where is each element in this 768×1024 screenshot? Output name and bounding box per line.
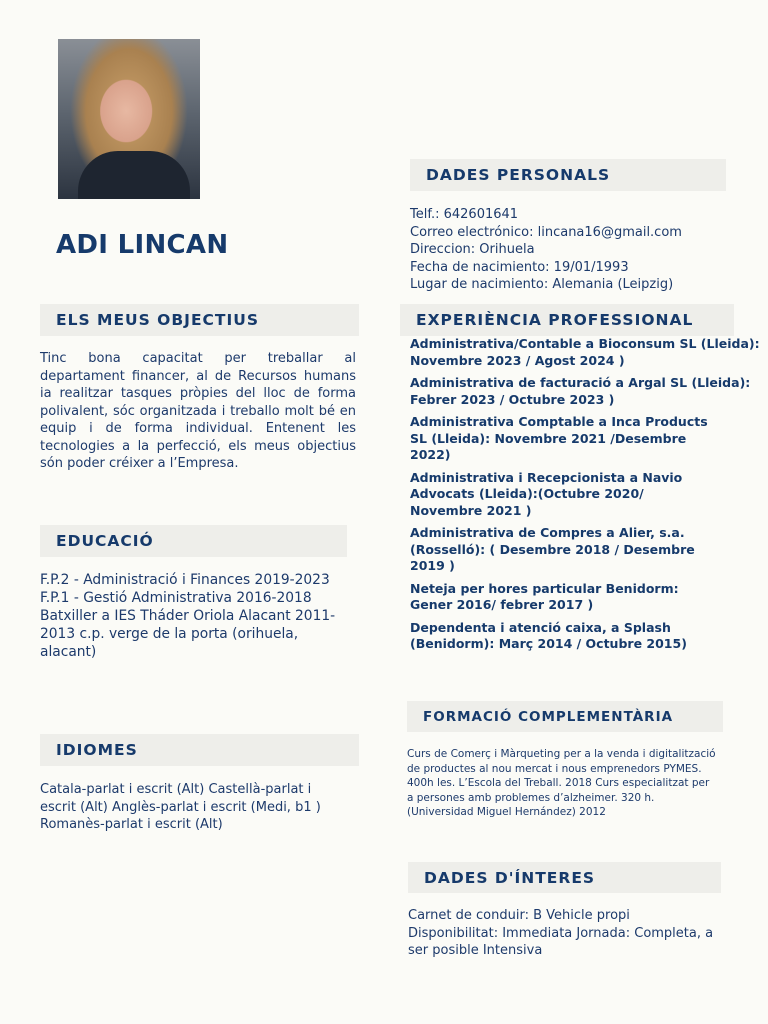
personals-heading: DADES PERSONALS bbox=[410, 159, 726, 191]
job-item: Neteja per hores particular Benidorm: Gener 2016/ febrer 2017 ) bbox=[410, 580, 679, 612]
email-line: Correo electrónico: lincana16@gmail.com bbox=[410, 224, 682, 240]
experiencia-list bbox=[410, 336, 762, 659]
personals-list bbox=[410, 206, 730, 294]
birthplace-line: Lugar de nacimiento: Alemania (Leipzig) bbox=[410, 277, 674, 292]
job-item: Administrativa de facturació a Argal SL (Lleida): Febrer 2023 / Octubre 2023 ) bbox=[410, 375, 751, 407]
objectius-heading: ELS MEUS OBJECTIUS bbox=[40, 304, 359, 336]
formacio-heading: FORMACIÓ COMPLEMENTÀRIA bbox=[407, 701, 723, 732]
job-item: Administrativa Comptable a Inca Products SL (Lleida): Novembre 2021 /Desembre 2022) bbox=[410, 414, 708, 462]
educacio-heading: EDUCACIÓ bbox=[40, 525, 347, 557]
job-item: Dependenta i atenció caixa, a Splash (Benidorm): Març 2014 / Octubre 2015) bbox=[410, 619, 687, 651]
photo-jacket bbox=[78, 151, 190, 199]
idiomes-heading: IDIOMES bbox=[40, 734, 359, 766]
interes-heading: DADES D'ÍNTERES bbox=[408, 862, 721, 893]
job-item: Administrativa i Recepcionista a Navio Advocats (Lleida):(Octubre 2020/ Novembre 2021 ) bbox=[410, 469, 683, 518]
formacio-text: Curs de Comerç i Màrqueting per a la venda i digitalització de productes al nou mercat i nous emprenedors PYMES. 400h les. L’Escola del Treball. 2018 Curs especialitzat per a persones amb problemes d’alzheimer. 320 h.(Universidad Miguel Hernández) 2012 bbox=[407, 748, 716, 818]
objectius-text: Tinc bona capacitat per treballar al departament financer, al de Recursos humans ia realitzar tasques pròpies del lloc de forma polivalent, sóc organitzada i treballo molt bé en equip i de forma individual. Entenent les tecnologies a la perfecció, els meus objectius són poder créixer a l’Empresa. bbox=[40, 351, 356, 471]
address-line: Direccion: Orihuela bbox=[410, 242, 535, 257]
job-item: Administrativa/Contable a Bioconsum SL (Lleida): Novembre 2023 / Agost 2024 ) bbox=[410, 336, 760, 368]
educacio-text: F.P.2 - Administració i Finances 2019-2023 F.P.1 - Gestió Administrativa 2016-2018 Batxiller a IES Tháder Oriola Alacant 2011-2013 c.p. verge de la porta (orihuela, alacant) bbox=[40, 572, 336, 660]
experiencia-heading: EXPERIÈNCIA PROFESSIONAL bbox=[400, 304, 734, 336]
job-item: Administrativa de Compres a Alier, s.a. (Rosselló): ( Desembre 2018 / Desembre 2019 ) bbox=[410, 525, 695, 573]
profile-photo bbox=[58, 39, 200, 199]
idiomes-text: Catala-parlat i escrit (Alt) Castellà-parlat i escrit (Alt) Anglès-parlat i escrit (Medi, b1 ) Romanès-parlat i escrit (Alt) bbox=[40, 782, 321, 832]
interes-text: Carnet de conduir: B Vehicle propi Disponibilitat: Immediata Jornada: Completa, a ser posible Intensiva bbox=[408, 908, 714, 958]
birthdate-line: Fecha de nacimiento: 19/01/1993 bbox=[410, 259, 629, 275]
person-name: ADI LINCAN bbox=[56, 230, 229, 260]
phone-line: Telf.: 642601641 bbox=[410, 207, 519, 222]
